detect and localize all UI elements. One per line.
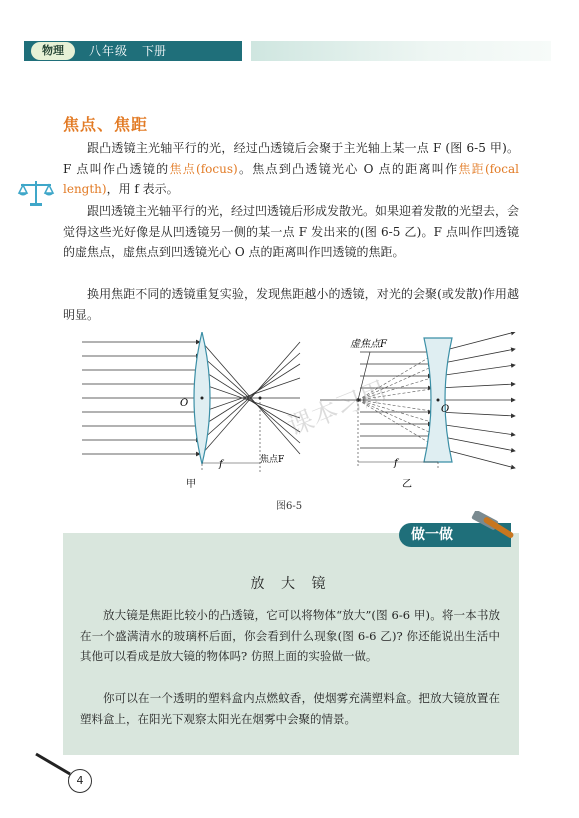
activity-paragraph-1: 放大镜是焦距比较小的凸透镜，它可以将物体“放大”(图 6-6 甲)。将一本书放在一个盛满清水的玻璃杯后面，你会看到什么现象(图 6-6 乙)? 你还能说出生活中其他可以看成是放大镜的物体吗? 仿照上面的实验做一做。 (80, 608, 500, 663)
activity-tag: 做一做 (399, 523, 511, 547)
activity-paragraph-2: 你可以在一个透明的塑料盒内点燃蚊香，使烟雾充满塑料盒。把放大镜放置在塑料盒上，在阳光下观察太阳光在烟雾中会聚的情景。 (80, 691, 500, 726)
paragraph-convex-focus (63, 138, 519, 200)
section-title: 焦点、焦距 (63, 115, 149, 134)
paragraph-text: 。焦点到凸透镜光心 O 点的距离叫作 (237, 161, 459, 176)
balance-scale-icon (17, 179, 55, 207)
concave-focal-length-label: f (394, 458, 398, 469)
figure-caption: 图6-5 (276, 501, 303, 512)
convex-focal-length-label: f (219, 459, 223, 470)
virtual-focus-label: 虚焦点F (350, 339, 387, 350)
hammer-icon (466, 511, 520, 551)
paragraph-concave-focus: 跟凹透镜主光轴平行的光，经过凹透镜后形成发散光。如果迎着发散的光望去，会觉得这些光好像是从凹透镜另一侧的某一点 F 发出来的(图 6-5 乙)。F 点叫作凹透镜的虚焦点，虚焦点到凹透镜光心 O 点的距离叫作凹透镜的焦距。 (63, 204, 520, 259)
concave-center-label: O (441, 404, 450, 415)
page-number: 4 (68, 769, 92, 793)
subject-badge: 物理 (31, 42, 75, 60)
grade-label: 八年级 (89, 44, 129, 58)
convex-lens-diagram (82, 332, 300, 490)
term-focal-length: 焦距(focal length) (63, 161, 519, 196)
watermark: 课本习用 (283, 375, 392, 443)
convex-focus-label: 焦点F (260, 455, 285, 465)
right-subfigure-caption: 乙 (402, 479, 412, 490)
left-subfigure-caption: 甲 (186, 479, 196, 490)
activity-title: 放 大 镜 (250, 576, 332, 592)
term-focus: 焦点(focus) (169, 161, 238, 176)
volume-label: 下册 (142, 44, 167, 58)
header-fade-bar (251, 41, 551, 61)
figure-6-5-diagram (60, 332, 530, 492)
convex-center-label: O (180, 398, 189, 409)
paragraph-text: 跟凸透镜主光轴平行的光，经过凸透镜后会聚于主光轴上某一点 F (图 6-5 甲)。F 点叫作凸透镜的 (63, 141, 519, 176)
paragraph-text: ，用 f 表示。 (106, 182, 179, 196)
paragraph-comparison: 换用焦距不同的透镜重复实验，发现焦距越小的透镜，对光的会聚(或发散)作用越明显。 (63, 287, 519, 322)
